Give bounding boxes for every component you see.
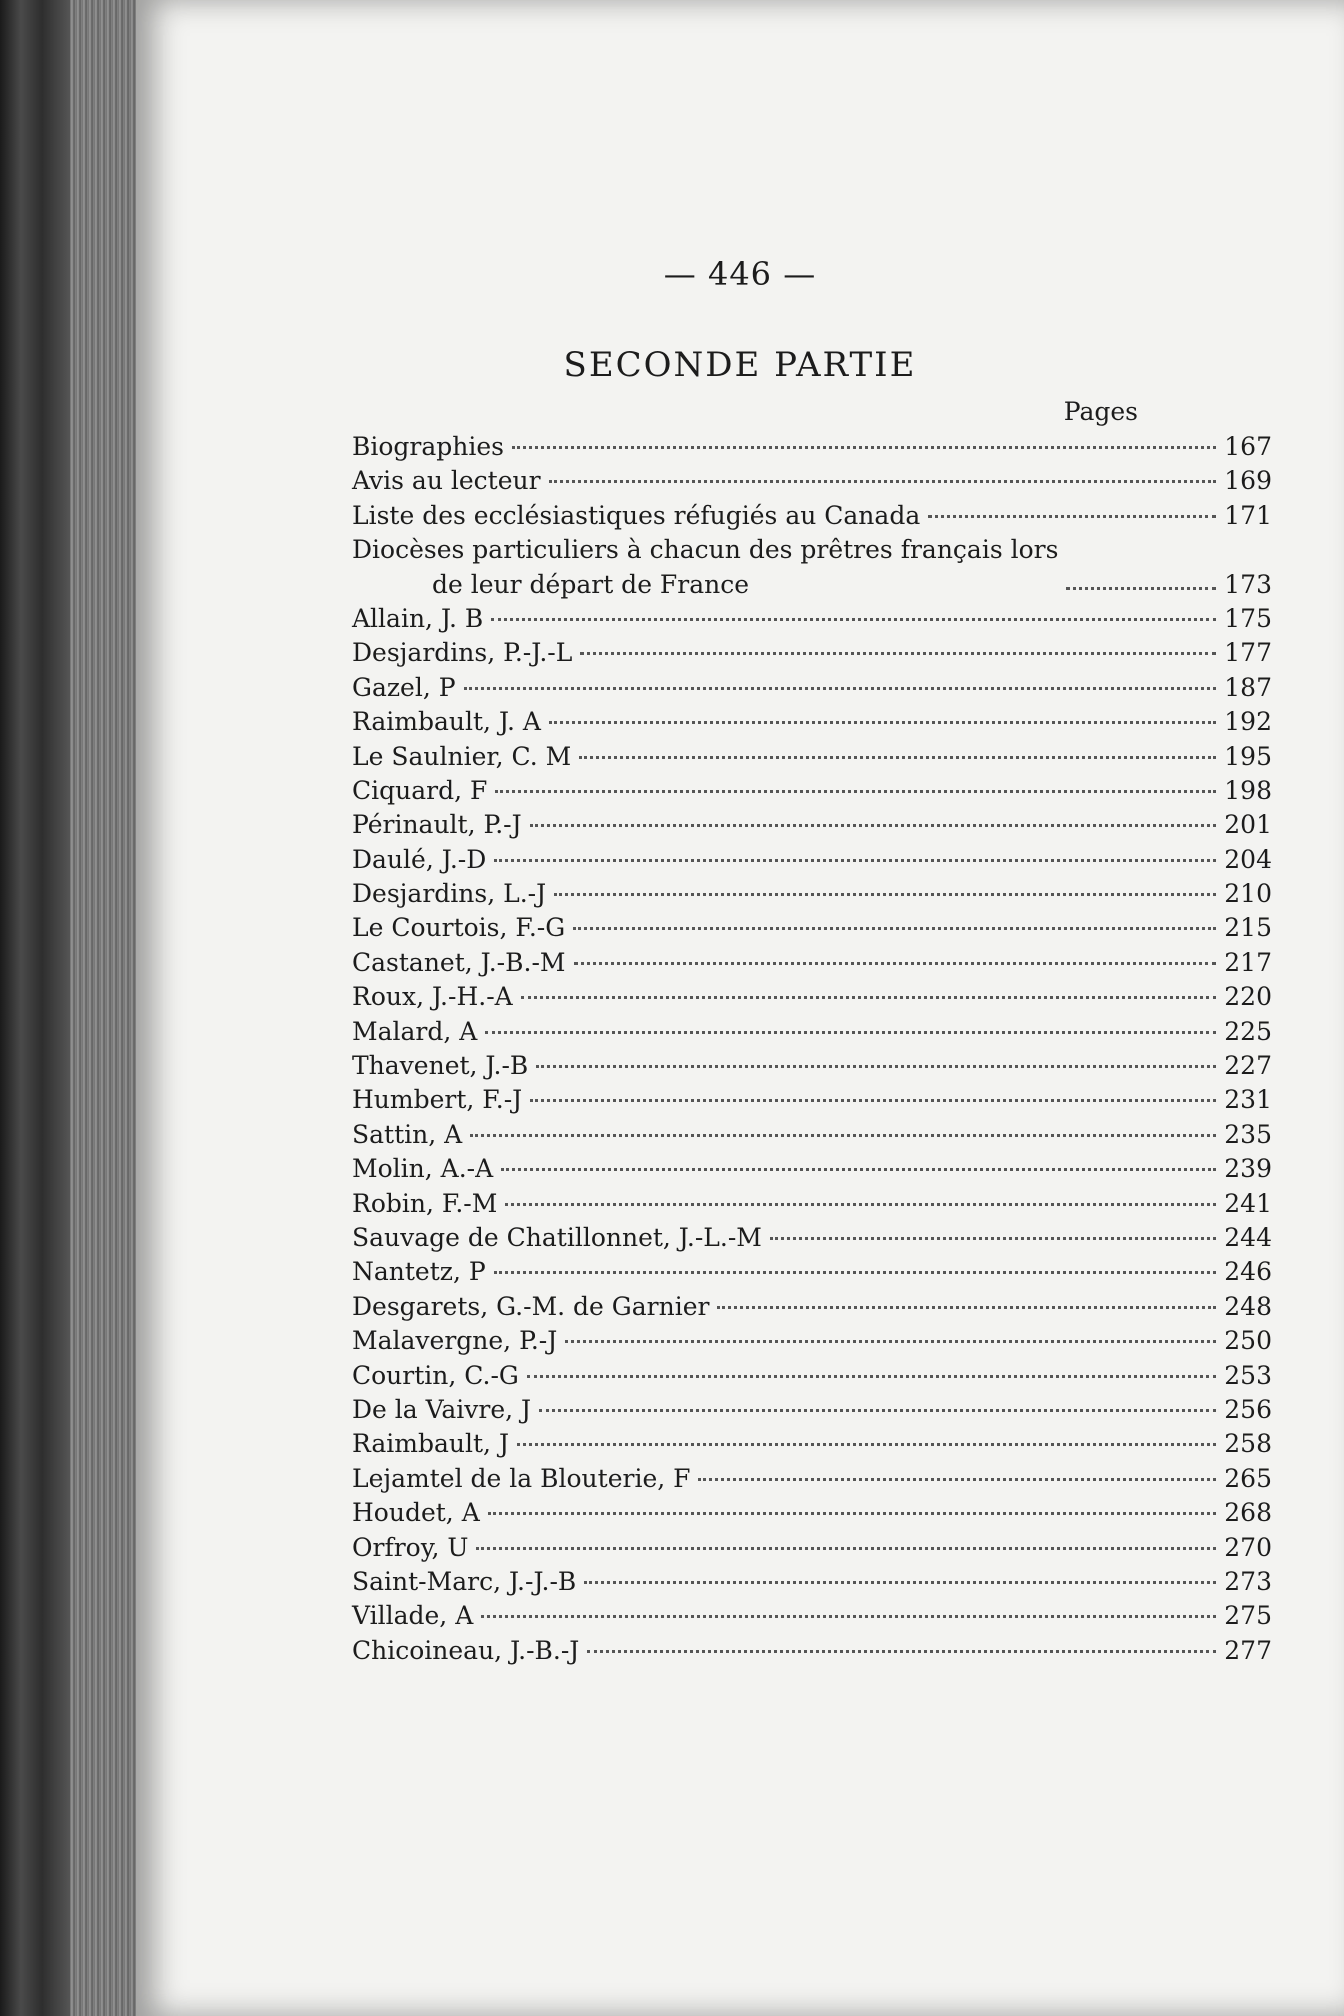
toc-entry-title: Chicoineau, J.-B.-J — [352, 1635, 580, 1665]
dot-leader — [501, 1168, 1216, 1171]
toc-entry — [352, 1496, 1272, 1530]
dot-leader — [549, 480, 1217, 483]
toc-entry — [352, 499, 1272, 533]
toc-entry-page: 177 — [1224, 638, 1272, 668]
toc-entry-page: 173 — [1224, 569, 1272, 599]
toc-entry — [352, 671, 1272, 705]
toc-entry-title: Roux, J.-H.-A — [352, 982, 513, 1012]
toc-entry-page: 192 — [1224, 707, 1272, 737]
toc-entry-title: De la Vaivre, J — [352, 1394, 532, 1424]
toc-entry — [352, 1462, 1272, 1496]
toc-entry-page: 198 — [1224, 775, 1272, 805]
toc-entry — [352, 1152, 1272, 1186]
toc-entry-title-line2: de leur départ de France — [432, 569, 750, 599]
toc-entry-title: Desjardins, P.-J.-L — [352, 638, 573, 668]
dot-leader — [464, 687, 1217, 690]
toc-entry-page: 246 — [1224, 1257, 1272, 1287]
toc-entry-title: Nantetz, P — [352, 1257, 486, 1287]
toc-entry-title: Houdet, A — [352, 1498, 480, 1528]
dot-leader — [584, 1581, 1216, 1584]
dot-leader — [512, 446, 1216, 449]
toc-entry — [352, 1359, 1272, 1393]
dot-leader — [928, 515, 1216, 518]
toc-entry-title: Villade, A — [352, 1601, 474, 1631]
toc-entry-page: 235 — [1224, 1119, 1272, 1149]
toc-entry-title-line1: Diocèses particuliers à chacun des prêtres français lors — [352, 535, 1059, 565]
pages-column-label: Pages — [1063, 397, 1138, 426]
toc-entry — [352, 1255, 1272, 1289]
dot-leader — [530, 824, 1217, 827]
toc-entry-title: Le Courtois, F.-G — [352, 913, 566, 943]
toc-entry — [352, 1221, 1272, 1255]
toc-entry — [352, 1565, 1272, 1599]
dot-leader — [495, 790, 1216, 793]
toc-entry-page: 248 — [1224, 1291, 1272, 1321]
toc-entry-title: Sauvage de Chatillonnet, J.-L.-M — [352, 1223, 762, 1252]
dot-leader — [505, 1203, 1216, 1206]
dot-leader — [530, 1099, 1216, 1102]
dot-leader — [554, 893, 1216, 896]
toc-entry-page: 171 — [1224, 500, 1272, 530]
toc-entry-page: 225 — [1224, 1016, 1272, 1046]
toc-entry — [352, 1599, 1272, 1633]
toc-entry-title: Castanet, J.-B.-M — [352, 947, 566, 977]
toc-entry-page: 227 — [1224, 1051, 1272, 1081]
toc-entry-page: 204 — [1224, 844, 1272, 874]
dot-leader — [573, 927, 1216, 930]
dot-leader — [494, 1271, 1217, 1274]
toc-entry — [352, 911, 1272, 945]
toc-entry — [352, 1324, 1272, 1358]
dot-leader — [476, 1547, 1216, 1550]
toc-entry-page: 215 — [1224, 913, 1272, 943]
toc-entry — [352, 1290, 1272, 1324]
page-number: — 446 — — [663, 255, 817, 293]
toc-entry-page: 195 — [1224, 741, 1272, 771]
dot-leader — [579, 756, 1216, 759]
toc-entry — [352, 1187, 1272, 1221]
dot-leader — [770, 1237, 1216, 1240]
dot-leader — [574, 962, 1217, 965]
dot-leader — [549, 721, 1216, 724]
dot-leader — [481, 1615, 1216, 1618]
toc-entry-title: Périnault, P.-J — [352, 810, 522, 840]
toc-entry-page: 250 — [1224, 1326, 1272, 1356]
toc-entry-title: Humbert, F.-J — [352, 1085, 523, 1115]
dot-leader — [527, 1375, 1216, 1378]
dot-leader — [580, 652, 1216, 655]
toc-entry-page: 277 — [1224, 1635, 1272, 1665]
toc-entry — [352, 808, 1272, 842]
toc-entry-title: Desgarets, G.-M. de Garnier — [352, 1291, 710, 1321]
book-spine — [0, 0, 70, 2016]
toc-entry-page: 258 — [1224, 1429, 1272, 1459]
toc-entry-page: 231 — [1224, 1085, 1272, 1115]
toc-entry-page: 270 — [1224, 1532, 1272, 1562]
dot-leader — [717, 1306, 1216, 1309]
toc-entry — [352, 843, 1272, 877]
dot-leader — [521, 996, 1217, 999]
toc-entry-page: 273 — [1224, 1566, 1272, 1596]
toc-entry — [352, 946, 1272, 980]
toc-entry-title: Lejamtel de la Blouterie, F — [352, 1463, 691, 1493]
dot-leader — [470, 1134, 1216, 1137]
toc-entry-title: Allain, J. B — [352, 603, 484, 633]
table-of-contents — [352, 430, 1272, 1668]
toc-entry — [352, 1015, 1272, 1049]
toc-entry-title: Courtin, C.-G — [352, 1360, 519, 1390]
toc-entry-title: Liste des ecclésiastiques réfugiés au Canada — [352, 500, 921, 530]
toc-entry — [352, 602, 1272, 636]
toc-entry — [352, 1634, 1272, 1668]
dot-leader — [698, 1478, 1216, 1481]
toc-entry-title: Malavergne, P.-J — [352, 1326, 558, 1356]
toc-entry-title: Sattin, A — [352, 1119, 463, 1149]
toc-entry-title: Thavenet, J.-B — [352, 1051, 529, 1081]
toc-entry — [352, 430, 1272, 464]
toc-entry-title: Malard, A — [352, 1016, 478, 1046]
toc-entry-title: Avis au lecteur — [352, 466, 541, 496]
dot-leader — [494, 859, 1216, 862]
toc-entry-title: Robin, F.-M — [352, 1188, 498, 1218]
toc-entry — [352, 636, 1272, 670]
toc-entry — [352, 774, 1272, 808]
part-title: SECONDE PARTIE — [563, 345, 917, 385]
toc-entry — [352, 1427, 1272, 1461]
toc-entry-title: Gazel, P — [352, 672, 456, 702]
toc-entry — [352, 705, 1272, 739]
dot-leader — [565, 1340, 1216, 1343]
dot-leader — [491, 618, 1216, 621]
toc-entry-page: 241 — [1224, 1188, 1272, 1218]
toc-entry-title: Orfroy, U — [352, 1532, 469, 1562]
toc-entry-page: 217 — [1224, 947, 1272, 977]
dot-leader — [539, 1409, 1216, 1412]
toc-entry-title: Raimbault, J — [352, 1429, 509, 1459]
toc-entry-page: 268 — [1224, 1498, 1272, 1528]
dot-leader — [536, 1065, 1216, 1068]
toc-entry — [352, 1049, 1272, 1083]
dot-leader — [488, 1512, 1217, 1515]
toc-entry-page: 275 — [1224, 1601, 1272, 1631]
toc-entry-page: 220 — [1224, 982, 1272, 1012]
page-edges — [70, 0, 136, 2016]
toc-entry — [352, 980, 1272, 1014]
toc-entry-page: 253 — [1224, 1360, 1272, 1390]
toc-entry-page: 265 — [1224, 1463, 1272, 1493]
toc-entry-title: Raimbault, J. A — [352, 707, 541, 737]
toc-entry-page: 167 — [1224, 432, 1272, 461]
toc-entry-title: Desjardins, L.-J — [352, 879, 547, 909]
toc-entry-title: Ciquard, F — [352, 775, 488, 805]
toc-entry-title: Biographies — [352, 432, 505, 461]
toc-entry-page: 256 — [1224, 1394, 1272, 1424]
toc-entry — [352, 740, 1272, 774]
toc-entry — [352, 877, 1272, 911]
document-page — [136, 0, 1344, 2016]
toc-entry-title: Le Saulnier, C. M — [352, 741, 572, 771]
dot-leader — [587, 1650, 1216, 1653]
toc-entry-title: Daulé, J.-D — [352, 844, 487, 874]
toc-entry-title: Saint-Marc, J.-J.-B — [352, 1566, 577, 1596]
toc-entry-title: Molin, A.-A — [352, 1154, 494, 1184]
toc-entry-page: 244 — [1224, 1223, 1272, 1252]
toc-entry-page: 210 — [1224, 879, 1272, 909]
toc-entry-page: 239 — [1224, 1154, 1272, 1184]
toc-entry-page: 201 — [1224, 810, 1272, 840]
dot-leader — [517, 1443, 1216, 1446]
toc-entry-page: 169 — [1224, 466, 1272, 496]
toc-entry-page: 175 — [1224, 603, 1272, 633]
toc-entry — [352, 1083, 1272, 1117]
toc-entry — [352, 1118, 1272, 1152]
dot-leader — [1066, 587, 1216, 590]
dot-leader — [485, 1031, 1216, 1034]
toc-entry-page: 187 — [1224, 672, 1272, 702]
toc-entry — [352, 1393, 1272, 1427]
toc-entry — [352, 464, 1272, 498]
toc-entry — [352, 1531, 1272, 1565]
toc-entry — [352, 533, 1272, 602]
toc-entry-title — [352, 533, 1058, 602]
